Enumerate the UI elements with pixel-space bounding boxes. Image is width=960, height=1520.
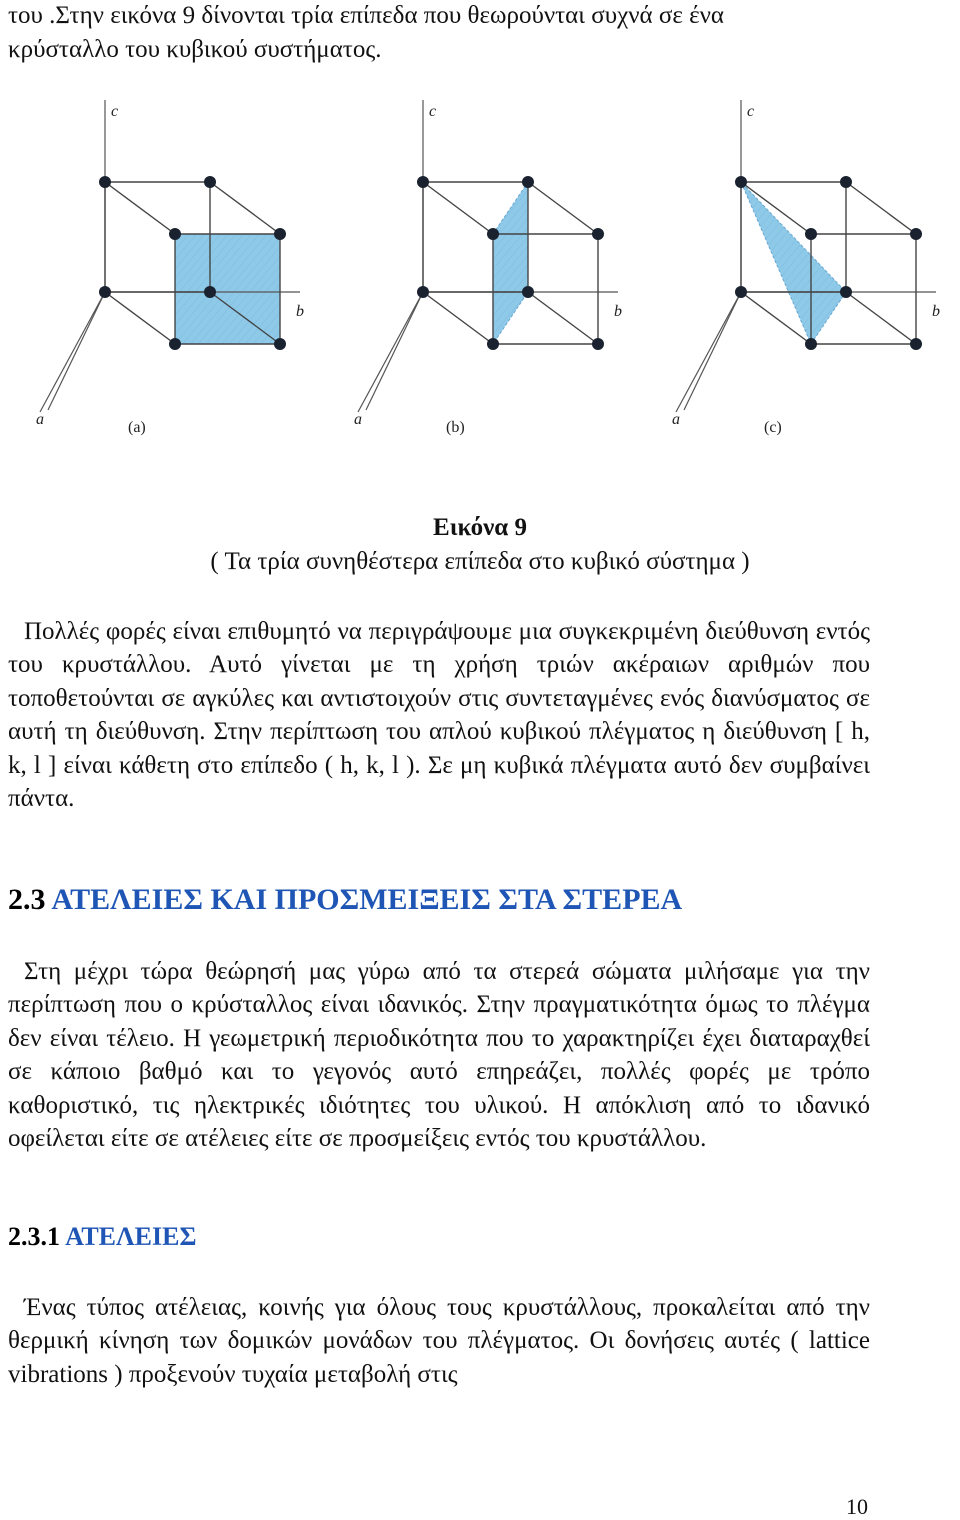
lattice-node [840,176,852,188]
lattice-node [417,286,429,298]
lattice-node [487,338,499,350]
lattice-node [735,176,747,188]
lattice-node [169,228,181,240]
paragraph-lattice-vibrations: Ένας τύπος ατέλειας, κοινής για όλους τους κρυστάλλους, προκαλείται από την θερμική κίνηση των δομικών μονάδων του πλέγματος. Οι δονήσεις αυτές ( lattice vibrations ) προξενούν τυχαία μεταβολή στις [8,1294,870,1388]
axis-label-c: c [111,103,119,120]
lattice-node [274,228,286,240]
subsection-number: 2.3.1 [8,1222,60,1251]
cubic-planes-figure [10,92,955,452]
axis-label-b: b [614,303,622,320]
lattice-node [99,176,111,188]
lattice-node [840,286,852,298]
panel-a [36,100,304,436]
figure-caption-subtitle: ( Τα τρία συνηθέστερα επίπεδα στο κυβικό σύστημα ) [210,548,750,575]
lattice-node [522,286,534,298]
figure-caption-title: Εικόνα 9 [433,514,527,541]
axis-label-b: b [932,303,940,320]
lattice-node [735,286,747,298]
lattice-node [592,338,604,350]
subsection-title: ΑΤΕΛΕΙΕΣ [65,1222,197,1251]
paragraph-defects-intro: Στη μέχρι τώρα θεώρησή μας γύρω από τα στερεά σώματα μιλήσαμε για την περίπτωση που ο κρύσταλλος είναι ιδανικός. Στην πραγματικότητα όμως το πλέγμα δεν είναι τέλειο. Η γεωμετρική περιοδικότητα που το χαρακτηρίζει έχει διαταραχθεί σε κάποιο βαθμό και το γεγονός αυτό επηρεάζει, πολλές φορές με τρόπο καθοριστικό, τις ηλεκτρικές ιδιότητες του υλικού. Η απόκλιση από το ιδανικό οφείλεται είτε σε ατέλειες είτε σε προσμείξεις εντός του κρυστάλλου. [8,958,870,1153]
lattice-node [522,176,534,188]
axis-label-a: a [672,411,680,428]
section-heading [8,883,682,917]
section-number: 2.3 [8,883,46,916]
subsection-heading [8,1222,196,1252]
panel-b [354,100,622,436]
lattice-node [805,228,817,240]
lattice-node [805,338,817,350]
intro-line-1: του .Στην εικόνα 9 δίνονται τρία επίπεδα που θεωρούνται συχνά σε ένα [8,2,724,29]
lattice-node [274,338,286,350]
panel-c [672,100,940,436]
panel-label: (c) [764,419,782,436]
page-number: 10 [846,1494,868,1519]
lattice-plane [741,182,846,344]
lattice-node [204,176,216,188]
paragraph-directions: Πολλές φορές είναι επιθυμητό να περιγράψουμε μια συγκεκριμένη διεύθυνση εντός του κρυστάλλου. Αυτό γίνεται με τη χρήση τριών ακέραιων αριθμών που τοποθετούνται σε αγκύλες και αντιστοιχούν στις συντεταγμένες ενός διανύσματος σε αυτή τη διεύθυνση. Στην περίπτωση του απλού κυβικού πλέγματος η διεύθυνση [ h, k, l ] είναι κάθετη στο επίπεδο ( h, k, l ). Σε μη κυβικά πλέγματα αυτό δεν συμβαίνει πάντα. [8,618,870,813]
axis-label-a: a [354,411,362,428]
lattice-node [592,228,604,240]
axis-label-b: b [296,303,304,320]
lattice-node [204,286,216,298]
lattice-node [487,228,499,240]
lattice-node [417,176,429,188]
intro-line-2: κρύσταλλο του κυβικού συστήματος. [8,36,382,63]
lattice-plane [175,234,280,344]
lattice-node [169,338,181,350]
panel-label: (b) [446,419,465,436]
axis-label-c: c [747,103,755,120]
panel-label: (a) [128,419,146,436]
axis-label-c: c [429,103,437,120]
lattice-node [99,286,111,298]
axis-label-a: a [36,411,44,428]
lattice-node [910,228,922,240]
section-title: ΑΤΕΛΕΙΕΣ ΚΑΙ ΠΡΟΣΜΕΙΞΕΙΣ ΣΤΑ ΣΤΕΡΕΑ [51,883,683,916]
lattice-plane [493,182,528,344]
lattice-node [910,338,922,350]
